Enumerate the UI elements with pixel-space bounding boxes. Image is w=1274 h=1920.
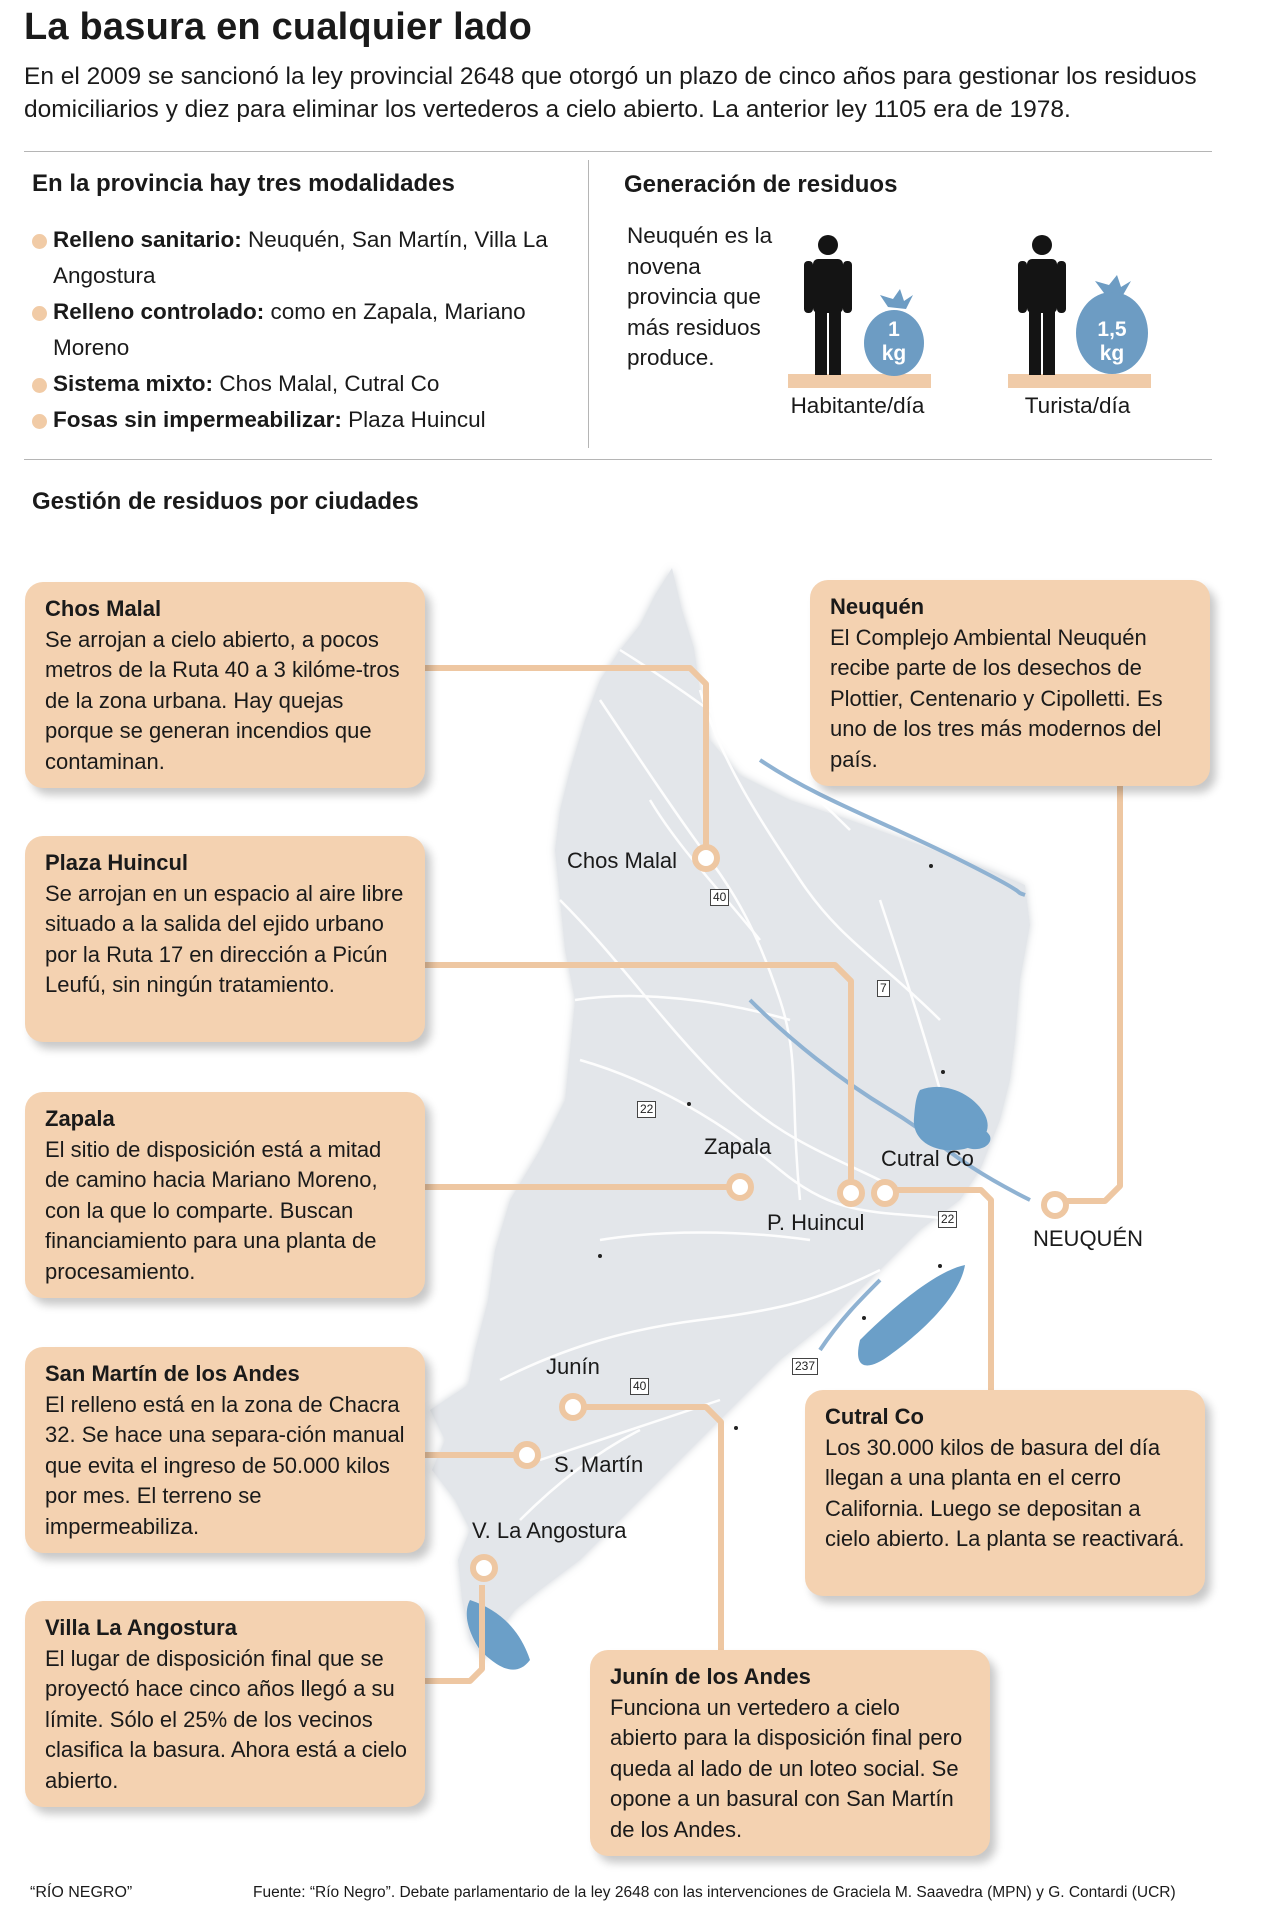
callout-title: Junín de los Andes (610, 1664, 811, 1689)
map-label-junin: Junín (546, 1354, 600, 1379)
callout-body: El relleno está en la zona de Chacra 32. Se hace una separa-ción manual que evita el ingreso de 50.000 kilos por mes. El terreno se impermeabiliza. (45, 1391, 405, 1539)
credit: “RÍO NEGRO” (30, 1884, 133, 1901)
route-shield: 7 (877, 980, 890, 997)
callout-plaza-huincul (25, 836, 425, 1042)
route-shield: 40 (630, 1378, 649, 1395)
turista-label: Turista/día (1024, 393, 1131, 418)
route-shield: 22 (637, 1101, 656, 1118)
modalidades-list (32, 222, 552, 438)
callout-title: Zapala (45, 1106, 115, 1131)
route-shield: 40 (710, 889, 729, 906)
callout-title: San Martín de los Andes (45, 1361, 300, 1386)
callout-body: El Complejo Ambiental Neuquén recibe parte de los desechos de Plottier, Centenario y Cipolletti. Es uno de los tres más modernos del país. (830, 624, 1163, 772)
callout-title: Chos Malal (45, 596, 162, 621)
section-divider (588, 160, 589, 448)
generacion-heading: Generación de residuos (624, 171, 898, 198)
callout-title: Plaza Huincul (45, 850, 189, 875)
page-title: La basura en cualquier lado (24, 6, 532, 48)
callout-title: Villa La Angostura (45, 1615, 237, 1640)
middle-divider (24, 459, 1212, 460)
person-icon (1018, 235, 1066, 375)
bullet-icon (32, 306, 47, 321)
route-shield: 22 (938, 1211, 957, 1228)
lede-paragraph: En el 2009 se sancionó la ley provincial 2648 que otorgó un plazo de cinco años para gestionar los residuos domiciliarios y diez para eliminar los vertederos a cielo abierto. La anterior ley 1105 era de 1978. (24, 63, 1197, 123)
callout-body: El sitio de disposición está a mitad de camino hacia Mariano Moreno, con la que lo comparte. Buscan financiamiento para una planta de procesamiento. (45, 1136, 382, 1284)
callout-junin (590, 1650, 990, 1856)
source-note: Fuente: “Río Negro”. Debate parlamentario de la ley 2648 con las intervenciones de Graciela M. Saavedra (MPN) y G. Contardi (UCR) (253, 1884, 1176, 1901)
callout-body: Los 30.000 kilos de basura del día llegan a una planta en el cerro California. Luego se depositan a cielo abierto. La planta se reactivará. (825, 1434, 1185, 1551)
map-label-neuquen: NEUQUÉN (1033, 1226, 1144, 1251)
map-label-p-huincul: P. Huincul (767, 1210, 865, 1235)
gestion-heading: Gestión de residuos por ciudades (32, 488, 419, 515)
callout-neuquen (810, 580, 1210, 786)
bullet-icon (32, 414, 47, 429)
turista-amount: 1,5 kg (1097, 318, 1127, 365)
person-icon (804, 235, 852, 375)
callout-body: Se arrojan en un espacio al aire libre situado a la salida del ejido urbano por la Ruta 17 en dirección a Picún Leufú, sin ningún tratamiento. (45, 880, 404, 997)
callout-chos-malal (25, 582, 425, 788)
map-label-zapala: Zapala (704, 1134, 772, 1159)
callout-cutral-co (805, 1390, 1205, 1596)
list-item: Fosas sin impermeabilizar: Plaza Huincul (32, 402, 552, 438)
callout-zapala (25, 1092, 425, 1298)
list-item: Sistema mixto: Chos Malal, Cutral Co (32, 366, 552, 402)
bullet-icon (32, 378, 47, 393)
callout-body: Funciona un vertedero a cielo abierto para la disposición final pero queda al lado de un loteo social. Se opone a un basural con San Martín de los Andes. (610, 1694, 963, 1842)
habitante-label: Habitante/día (790, 393, 925, 418)
modalidades-heading: En la provincia hay tres modalidades (32, 170, 455, 197)
map-label-v-la-angostura: V. La Angostura (472, 1518, 627, 1543)
route-shield: 237 (792, 1358, 818, 1375)
map-label-s-martin: S. Martín (554, 1452, 644, 1477)
callout-san-martin (25, 1347, 425, 1553)
generacion-text: Neuquén es la novena provincia que más residuos produce. (627, 223, 773, 370)
map-label-chos-malal: Chos Malal (567, 848, 678, 873)
callout-body: Se arrojan a cielo abierto, a pocos metros de la Ruta 40 a 3 kilóme-tros de la zona urbana. Hay quejas porque se generan incendios que contaminan. (45, 626, 400, 774)
callout-title: Neuquén (830, 594, 925, 619)
map-label-cutral-co: Cutral Co (881, 1146, 974, 1171)
callout-title: Cutral Co (825, 1404, 924, 1429)
callout-villa-la-angostura (25, 1601, 425, 1807)
turista-base (1008, 374, 1151, 388)
list-item: Relleno sanitario: Neuquén, San Martín, Villa La Angostura (32, 222, 552, 294)
habitante-base (788, 374, 931, 388)
list-item: Relleno controlado: como en Zapala, Mariano Moreno (32, 294, 552, 366)
habitante-amount: 1 kg (881, 318, 907, 365)
top-divider (24, 151, 1212, 152)
callout-body: El lugar de disposición final que se proyectó hace cinco años llegó a su límite. Sólo el 25% de los vecinos clasifica la basura. Ahora está a cielo abierto. (45, 1645, 407, 1793)
bullet-icon (32, 234, 47, 249)
